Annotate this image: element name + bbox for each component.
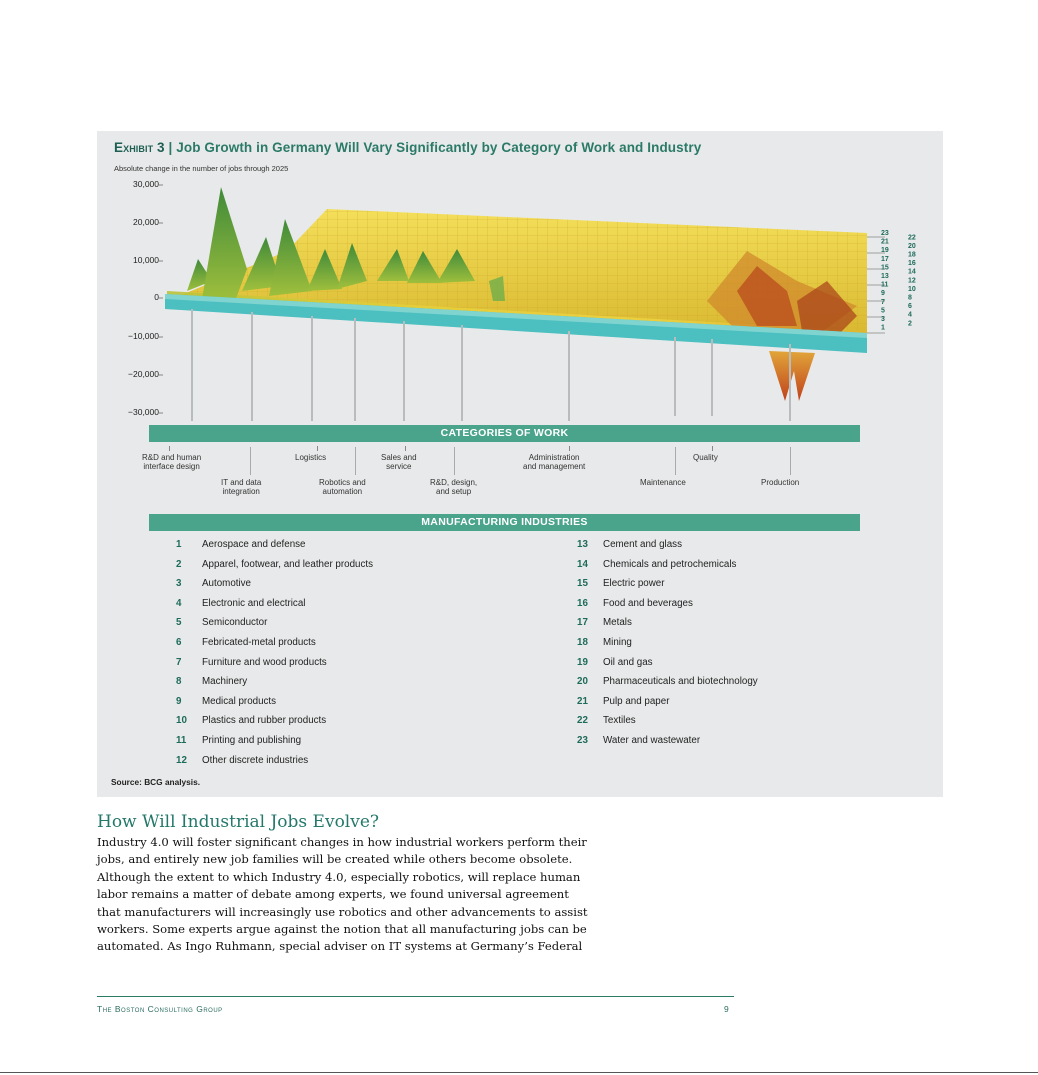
industry-item [176, 578, 373, 598]
depth-label: 10 [908, 285, 916, 293]
industry-item [577, 735, 758, 755]
industry-name: Pharmaceuticals and biotechnology [603, 676, 758, 688]
depth-label: 7 [881, 298, 885, 306]
depth-label: 20 [908, 242, 916, 250]
industry-item [176, 657, 373, 677]
industry-number: 20 [577, 676, 588, 688]
category-line: and management [523, 462, 586, 471]
industry-name: Febricated-metal products [202, 636, 316, 648]
industry-name: Metals [603, 617, 632, 629]
industry-item [176, 617, 373, 637]
industry-number: 3 [176, 578, 182, 590]
industry-name: Plastics and rubber products [202, 715, 327, 727]
depth-label: 15 [881, 264, 889, 272]
category-line: automation [322, 487, 363, 496]
category-tick [712, 446, 713, 451]
industry-item [176, 735, 373, 755]
category-line: R&D, design, [430, 478, 478, 487]
industry-number: 8 [176, 676, 182, 688]
body-line: jobs, and entirely new job families will be created while others become obsolete. [97, 852, 573, 867]
category-line: Robotics and [319, 478, 366, 487]
industry-name: Electronic and electrical [202, 597, 306, 609]
depth-label: 16 [908, 260, 916, 268]
category-label [295, 453, 326, 462]
depth-label: 23 [881, 230, 889, 237]
depth-label: 6 [908, 303, 912, 311]
category-label [430, 478, 477, 496]
y-tick-label: 30,000 [133, 179, 159, 189]
manufacturing-industries-band: MANUFACTURING INDUSTRIES [149, 514, 860, 531]
industry-item [577, 657, 758, 677]
category-label [640, 478, 686, 487]
category-tick [317, 446, 318, 451]
category-line: Administration [528, 453, 580, 462]
industry-name: Aerospace and defense [202, 539, 306, 550]
y-tick-label: −30,000 [128, 407, 159, 417]
industry-number: 4 [176, 597, 182, 609]
industry-number: 22 [577, 715, 588, 727]
body-line: that manufacturers will increasingly use robotics and other advancements to assist [97, 904, 588, 919]
industry-name: Cement and glass [603, 539, 682, 550]
depth-label: 18 [908, 251, 916, 259]
depth-label: 1 [881, 324, 885, 332]
body-line: workers. Some experts argue against the notion that all manufacturing jobs can be [97, 922, 587, 937]
industry-list-right [577, 539, 758, 755]
footer-divider [97, 996, 734, 997]
body-line: labor remains a matter of debate among experts, we found universal agreement [97, 887, 569, 902]
category-label [761, 478, 799, 487]
industry-number: 21 [577, 695, 588, 707]
industry-name: Semiconductor [202, 617, 268, 629]
industry-name: Oil and gas [603, 656, 653, 668]
category-line: Quality [693, 453, 718, 462]
categories-of-work-band: CATEGORIES OF WORK [149, 425, 860, 442]
body-line: automated. As Ingo Ruhmann, special adviser on IT systems at Germany’s Federal [97, 939, 583, 954]
category-label [221, 478, 261, 496]
industry-name: Textiles [603, 715, 636, 727]
industry-item [176, 676, 373, 696]
industry-item [577, 578, 758, 598]
industry-name: Pulp and paper [603, 695, 670, 707]
industry-name: Electric power [603, 578, 665, 590]
industry-number: 10 [176, 715, 187, 727]
exhibit-panel [97, 131, 943, 797]
industry-name: Water and wastewater [603, 734, 701, 746]
industry-name: Mining [603, 636, 632, 648]
depth-label: 13 [881, 273, 889, 280]
depth-label: 3 [881, 316, 885, 323]
industry-number: 23 [577, 734, 588, 746]
depth-label: 21 [881, 238, 889, 246]
surface-chart [97, 131, 943, 431]
industry-number: 12 [176, 754, 187, 766]
depth-label: 2 [908, 320, 912, 328]
category-line: Logistics [295, 453, 327, 462]
industry-name: Other discrete industries [202, 754, 309, 766]
industry-list-left [176, 539, 373, 774]
source-note: Source: BCG analysis. [111, 777, 200, 787]
industry-item [577, 696, 758, 716]
industry-item [176, 539, 373, 559]
body-paragraph [97, 834, 737, 956]
industry-name: Apparel, footwear, and leather products [202, 558, 374, 570]
industry-item [176, 598, 373, 618]
depth-label: 11 [881, 281, 889, 289]
category-tick [169, 446, 170, 451]
industry-item [176, 559, 373, 579]
body-line: Although the extent to which Industry 4.0, especially robotics, will replace human [97, 869, 581, 884]
industry-name: Chemicals and petrochemicals [603, 558, 737, 570]
depth-label: 9 [881, 290, 885, 298]
y-tick-label: 20,000 [133, 217, 159, 227]
category-line: R&D and human [142, 453, 202, 462]
category-line: service [386, 462, 412, 471]
page-bottom-rule [0, 1072, 1038, 1073]
category-divider [675, 447, 676, 475]
category-divider [790, 447, 791, 475]
section-title: How Will Industrial Jobs Evolve? [97, 812, 380, 832]
category-label [319, 478, 366, 496]
industry-name: Printing and publishing [202, 734, 302, 746]
industry-number: 1 [176, 539, 182, 550]
industry-item [577, 559, 758, 579]
industry-number: 19 [577, 656, 588, 668]
y-tick-label: 0 [154, 292, 159, 302]
depth-label: 14 [908, 268, 916, 276]
category-divider [454, 447, 455, 475]
industry-item [176, 755, 373, 775]
category-divider [355, 447, 356, 475]
category-line: Maintenance [640, 478, 686, 487]
depth-label: 22 [908, 234, 916, 242]
exhibit-subtitle: Absolute change in the number of jobs through 2025 [114, 164, 289, 173]
industry-item [577, 598, 758, 618]
industry-item [176, 637, 373, 657]
category-divider [250, 447, 251, 475]
depth-label: 12 [908, 277, 916, 285]
category-line: interface design [143, 462, 200, 471]
industry-number: 14 [577, 558, 588, 570]
industry-name: Food and beverages [603, 597, 693, 609]
industry-name: Furniture and wood products [202, 656, 327, 668]
category-line: Production [761, 478, 800, 487]
industry-name: Medical products [202, 695, 277, 707]
category-line: IT and data [221, 478, 262, 487]
depth-label: 5 [881, 307, 885, 315]
industry-name: Machinery [202, 676, 248, 688]
body-line: Industry 4.0 will foster significant changes in how industrial workers perform their [97, 835, 587, 849]
industry-item [577, 676, 758, 696]
industry-number: 6 [176, 636, 182, 648]
industry-item [577, 539, 758, 559]
exhibit-title-text: Job Growth in Germany Will Vary Significantly by Category of Work and Industry [176, 140, 702, 155]
page-number: 9 [724, 1004, 729, 1014]
depth-label: 17 [881, 255, 889, 263]
y-tick-label: 10,000 [133, 255, 159, 265]
category-tick [405, 446, 406, 451]
industry-number: 15 [577, 578, 588, 590]
category-tick [569, 446, 570, 451]
category-label [523, 453, 585, 471]
category-label [381, 453, 417, 471]
industry-item [577, 637, 758, 657]
industry-item [176, 696, 373, 716]
y-tick-label: −10,000 [128, 331, 159, 341]
industry-number: 13 [577, 539, 588, 550]
footer-publisher: The Boston Consulting Group [97, 1004, 223, 1014]
industry-item [176, 715, 373, 735]
industry-item [577, 715, 758, 735]
category-label [693, 453, 718, 462]
depth-label: 8 [908, 294, 912, 302]
industry-number: 18 [577, 636, 588, 648]
depth-label: 19 [881, 247, 889, 255]
industry-number: 11 [176, 734, 187, 746]
industry-item [577, 617, 758, 637]
industry-name: Automotive [202, 578, 252, 590]
industry-number: 16 [577, 597, 588, 609]
category-line: integration [222, 487, 260, 496]
industry-number: 5 [176, 617, 182, 629]
category-line: Sales and [381, 453, 417, 462]
category-label [142, 453, 201, 471]
exhibit-separator: | [168, 140, 173, 155]
category-line: and setup [436, 487, 472, 496]
depth-label: 4 [908, 311, 912, 319]
exhibit-label: Exhibit 3 [114, 140, 165, 155]
industry-number: 7 [176, 656, 182, 668]
industry-number: 9 [176, 695, 182, 707]
industry-number: 17 [577, 617, 588, 629]
y-tick-label: −20,000 [128, 369, 159, 379]
industry-number: 2 [176, 558, 182, 570]
